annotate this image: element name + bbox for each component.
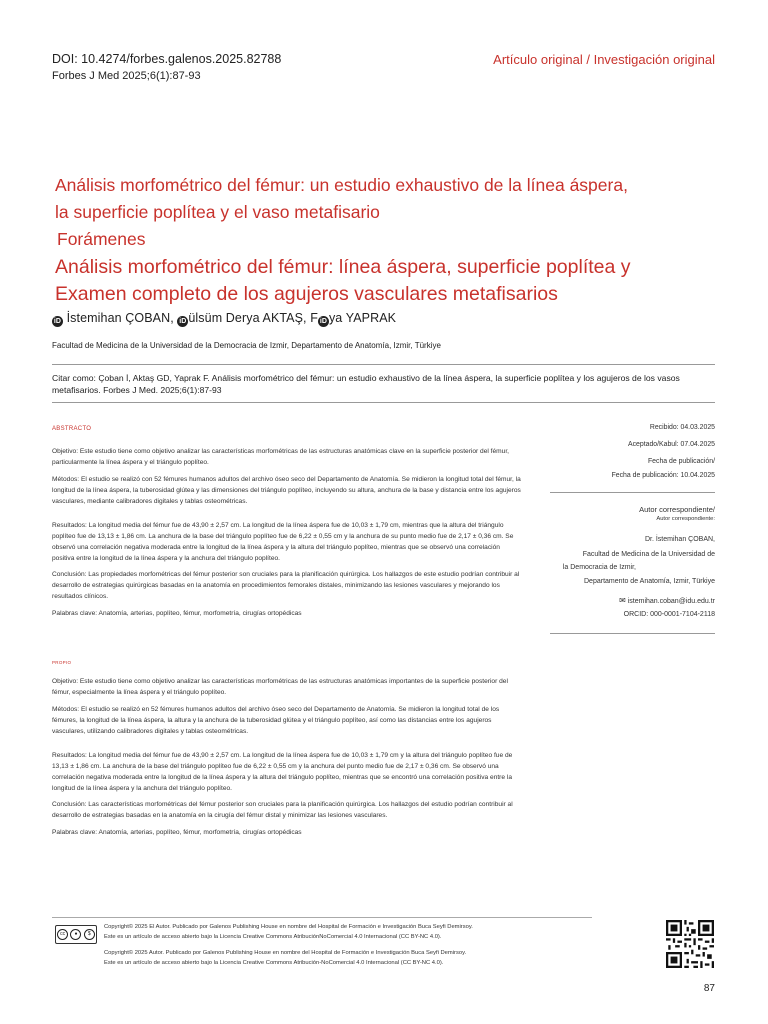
abstract2-body (52, 676, 522, 843)
abstract2-objective: Objetivo: Este estudio tiene como objetivo analizar las características morfométricas de las estructuras anatómicas importantes de la superficie posterior del fémur, especialmente la línea áspera y el triángulo poplíteo. (52, 678, 508, 696)
orcid-icon[interactable]: iD (319, 318, 328, 325)
dates-block (535, 419, 715, 482)
corresponding-affil-1: Facultad de Medicina de la Universidad de (582, 551, 715, 558)
affiliation: Facultad de Medicina de la Universidad de la Democracia de Izmir, Departamento de Anatomía, Izmir, Türkiye (52, 341, 441, 350)
corresponding-orcid: ORCID: 000-0001-7104-2118 (623, 611, 715, 618)
license-line: Este es un artículo de acceso abierto bajo la Licencia Creative Commons AtribuciónNoComercial 4.0 Internacional (CC BY-NC 4.0). (104, 933, 442, 940)
abstract2-results: Resultados: La longitud media del fémur fue de 43,90 ± 2,57 cm. La longitud de la línea áspera fue de 10,03 ± 1,79 cm y la altura del triángulo poplíteo fue de 13,13 ± 1,86 cm. La anchura de la base del triángulo poplíteo fue de 6,22 ± 0,55 cm y la anchura del punto medio fue de 2,17 ± 0,36 cm. Se observó una correlación negativa moderada entre la longitud de la línea áspera y la altura del triángulo poplíteo, mientras que se encontró una correlación positiva entre la longitud de la línea áspera y la anchura del triángulo poplíteo. (52, 751, 513, 792)
abstract2-heading: PROPIO (52, 660, 72, 665)
publication-label: Fecha de publicación/ (647, 458, 715, 465)
author-1: İstemihan ÇOBAN, (66, 311, 174, 325)
abstract2-methods: Métodos: El estudio se realizó en 52 fémures humanos adultos del archivo óseo seco del Departamento de Anatomía. Se midieron la longitud total de los fémures, la longitud de la línea áspera, la altura y la anchura de la tuberosidad glútea y el triángulo poplíteo, así como las distancias entre los agujeros vasculares, utilizando calibradores digitales y tablas osteométricas. (52, 705, 500, 735)
orcid-icon[interactable]: iD (53, 318, 62, 325)
corresponding-name: Dr. İstemihan ÇOBAN, (644, 536, 715, 543)
author-list (52, 311, 396, 327)
abstract2-conclusion: Conclusión: Las características morfométricas del fémur posterior son cruciales para la planificación quirúrgica. Los hallazgos del estudio podrían contribuir al desarrollo de estrategias basadas en la anatomía en la cirugía del fémur distal y minimizar las lesiones vasculares. (52, 801, 513, 819)
alternate-title (55, 254, 715, 308)
accepted-date: Aceptado/Kabul: 07.04.2025 (628, 441, 715, 448)
divider (550, 492, 715, 493)
divider (52, 917, 592, 918)
title-line-2: la superficie poplítea y el vaso metafisario (55, 202, 380, 222)
abstract-objective: Objetivo: Este estudio tiene como objetivo analizar las características morfométricas de las estructuras anatómicas clave en la superficie posterior del fémur, particularmente la línea áspera y el triángulo poplíteo. (52, 448, 510, 466)
abstract2-keywords: Palabras clave: Anatomía, arterias, poplíteo, fémur, morfometría, cirugías ortopédicas (52, 828, 302, 836)
nc-icon: $ (84, 929, 95, 940)
abstract-conclusion: Conclusión: Las propiedades morfométricas del fémur posterior son cruciales para la planificación quirúrgica. Los hallazgos de este estudio podrían contribuir al desarrollo de estrategias quirúrgicas basadas en la anatomía en procedimientos femorales distales, minimizando las lesiones vasculares y mejorando los resultados clínicos. (52, 571, 520, 600)
cc-license-icon: cc (57, 929, 68, 940)
copyright-block-1 (104, 923, 574, 942)
license-line: Este es un artículo de acceso abierto bajo la Licencia Creative Commons Atribución-NoComercial 4.0 Internacional (CC BY-NC 4.0). (104, 959, 444, 966)
publication-date: Fecha de publicación: 10.04.2025 (611, 472, 715, 479)
corresponding-email[interactable]: istemihan.coban@idu.edu.tr (627, 598, 715, 605)
corresponding-label-2: Autor correspondiente: (656, 516, 715, 522)
journal-reference: Forbes J Med 2025;6(1):87-93 (52, 70, 201, 82)
author-2: ülsüm Derya AKTAŞ, F (188, 311, 318, 325)
citation: Citar como: Çoban İ, Aktaş GD, Yaprak F. Análisis morfométrico del fémur: un estudio exhaustivo de la línea áspera, la superficie poplítea y los agujeros de los vasos metafisarios. Forbes J Med. 2025;6(1):87-93 (52, 373, 680, 395)
envelope-icon: ✉ (619, 596, 626, 605)
received-date: Recibido: 04.03.2025 (649, 424, 715, 431)
divider (52, 402, 715, 403)
article-type-label: Artículo original / Investigación original (493, 52, 715, 67)
doi-text: DOI: 10.4274/forbes.galenos.2025.82788 (52, 52, 282, 66)
page-number: 87 (703, 983, 715, 994)
alt-title-line-2: Examen completo de los agujeros vasculares metafisarios (55, 283, 558, 305)
title-line-3: Forámenes (57, 229, 146, 249)
author-3: ya YAPRAK (328, 311, 397, 325)
corresponding-email-row (619, 596, 715, 605)
article-title (55, 172, 715, 253)
abstract-keywords: Palabras clave: Anatomía, arterias, poplíteo, fémur, morfometría, cirugías ortopédicas (52, 609, 302, 617)
divider (550, 633, 715, 634)
abstract-results: Resultados: La longitud media del fémur fue de 43,90 ± 2,57 cm. La longitud de la línea áspera fue de 10,03 ± 1,79 cm, mientras que la altura del triángulo poplíteo fue de 13,13 ± 1,86 cm. La anchura de la base del triángulo poplíteo fue de 6,22 ± 0,55 cm y la anchura de su punto medio fue de 2,17 ± 0,36 cm. Se observó una correlación negativa moderada entre la longitud de la línea áspera y la altura del triángulo poplíteo, mientras que se observó una correlación positiva entre la longitud de la línea áspera y la anchura del triángulo poplíteo. (52, 521, 514, 562)
corresponding-label-1: Autor correspondiente/ (639, 505, 715, 514)
copyright-block-2 (104, 949, 574, 968)
abstract-heading: ABSTRACTO (52, 426, 92, 432)
corresponding-affil-2: la Democracia de Izmir, (562, 564, 636, 571)
orcid-icon[interactable]: iD (179, 318, 187, 325)
cc-license-badge[interactable] (55, 925, 97, 944)
by-icon: ● (70, 929, 81, 940)
abstract-body (52, 446, 522, 624)
abstract-methods: Métodos: El estudio se realizó con 52 fémures humanos adultos del archivo óseo seco del Departamento de Anatomía. Se midieron la longitud total del fémur, la longitud de la línea áspera, la tuberosidad glútea y las dimensiones del triángulo poplíteo, incluyendo su altura, anchura de la base y distancia entre los agujeros vasculares, mediante calibradores digitales y tablas osteométricas. (52, 475, 521, 505)
copyright-line: Copyright© 2025 Autor. Publicado por Galenos Publishing House en nombre del Hospital de Formación e Investigación Buca Seyfi Demirsoy. (104, 950, 467, 956)
divider (52, 364, 715, 365)
alt-title-line-1: Análisis morfométrico del fémur: línea áspera, superficie poplítea y (55, 256, 631, 278)
corresponding-affil-3: Departamento de Anatomía, Izmir, Türkiye (584, 578, 715, 585)
title-line-1: Análisis morfométrico del fémur: un estudio exhaustivo de la línea áspera, (55, 175, 628, 195)
qr-code (666, 920, 714, 968)
copyright-line: Copyright© 2025 El Autor. Publicado por Galenos Publishing House en nombre del Hospital de Formación e Investigación Buca Seyfi Demirsoy. (104, 924, 473, 930)
